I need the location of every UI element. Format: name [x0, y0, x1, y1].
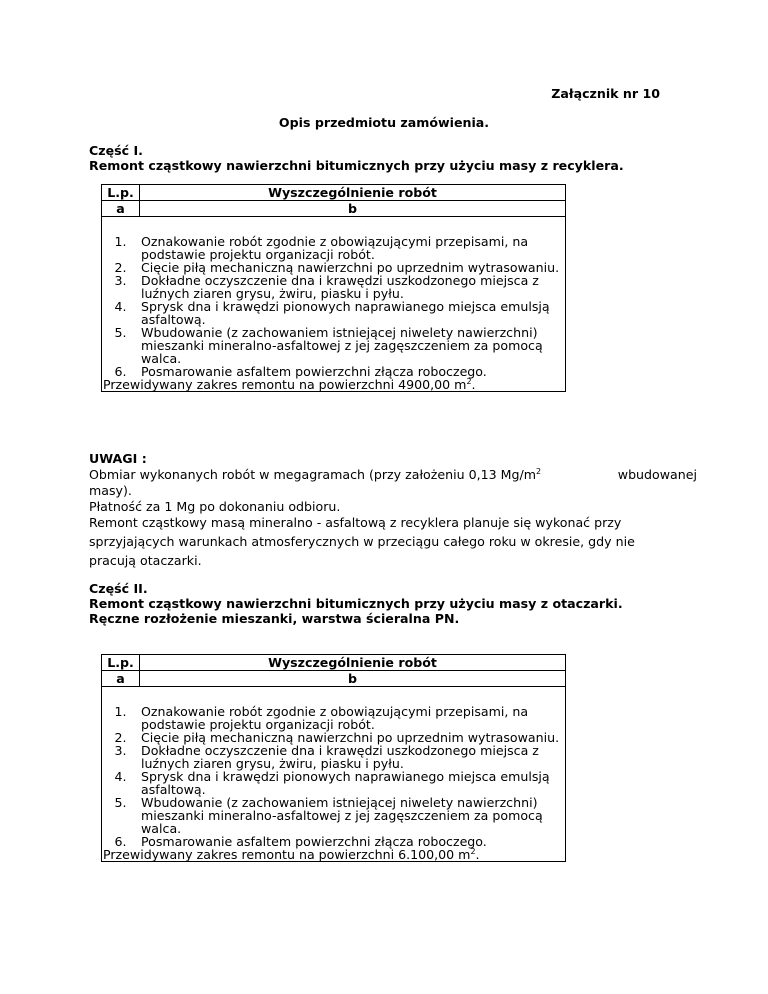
document-title: Opis przedmiotu zamówienia. — [278, 115, 490, 130]
part1-works-table — [101, 184, 566, 392]
notes-block — [89, 451, 697, 569]
item-number: 1. — [114, 704, 127, 719]
attachment-label: Załącznik nr 10 — [551, 86, 660, 101]
part2-item-1 — [102, 705, 565, 731]
item-text: Cięcie piłą mechaniczną nawierzchni po uprzednim wytrasowaniu. — [141, 260, 560, 275]
item-number: 2. — [114, 730, 127, 745]
notes-line1-cont: masy). — [89, 483, 132, 498]
part1-summary-text: Przewidywany zakres remontu na powierzchni 4900,00 m — [103, 377, 467, 392]
item-text: Dokładne oczyszczenie dna i krawędzi uszkodzonego miejsca z luźnych ziaren grysu, żwiru, piasku i pyłu. — [141, 273, 539, 301]
item-number: 6. — [114, 834, 127, 849]
part2-summary-text: Przewidywany zakres remontu na powierzchni 6.100,00 m — [103, 847, 471, 862]
item-text: Wbudowanie (z zachowaniem istniejącej niwelety nawierzchni) mieszanki mineralno-asfaltowej z jej zagęszczeniem za pomocą walca. — [141, 325, 543, 366]
part1-summary-end: . — [471, 377, 476, 392]
col-a-subheader: a — [102, 201, 140, 217]
part2-items-list — [102, 687, 565, 848]
part1-heading: Remont cząstkowy nawierzchni bitumicznych przy użyciu masy z recyklera. — [89, 158, 624, 173]
part2-label: Część II. — [89, 581, 148, 596]
notes-line3: Remont cząstkowy masą mineralno - asfaltową z recyklera planuje się wykonać przy — [89, 515, 622, 530]
part1-items-list — [102, 217, 565, 378]
part1-label: Część I. — [89, 143, 143, 158]
col-b-subheader: b — [140, 201, 566, 217]
item-number: 2. — [114, 260, 127, 275]
item-text: Cięcie piłą mechaniczną nawierzchni po uprzednim wytrasowaniu. — [141, 730, 560, 745]
part1-summary-sup: 2 — [466, 377, 472, 386]
part2-items-cell — [102, 687, 566, 862]
part2-item-3 — [102, 744, 565, 770]
col-a-subheader: a — [102, 671, 140, 687]
notes-line2: Płatność za 1 Mg po dokonaniu odbioru. — [89, 499, 341, 514]
part1-item-4 — [102, 300, 565, 326]
col-b-subheader: b — [140, 671, 566, 687]
item-number: 6. — [114, 364, 127, 379]
notes-line4: sprzyjających warunkach atmosferycznych w przeciągu całego roku w okresie, gdy nie — [89, 534, 635, 549]
notes-title: UWAGI : — [89, 451, 147, 466]
item-number: 3. — [114, 273, 127, 288]
item-number: 4. — [114, 769, 127, 784]
part2-summary-sup: 2 — [470, 847, 476, 856]
part2-works-table — [101, 654, 566, 862]
item-text: Sprysk dna i krawędzi pionowych naprawianego miejsca emulsją asfaltową. — [141, 769, 550, 797]
part1-summary — [102, 378, 565, 391]
item-number: 1. — [114, 234, 127, 249]
item-number: 4. — [114, 299, 127, 314]
part1-items-cell — [102, 217, 566, 392]
item-text: Wbudowanie (z zachowaniem istniejącej niwelety nawierzchni) mieszanki mineralno-asfaltowej z jej zagęszczeniem za pomocą walca. — [141, 795, 543, 836]
part1-item-1 — [102, 235, 565, 261]
col-lp-header: L.p. — [102, 655, 140, 671]
item-text: Sprysk dna i krawędzi pionowych naprawianego miejsca emulsją asfaltową. — [141, 299, 550, 327]
item-number: 5. — [114, 325, 127, 340]
item-text: Posmarowanie asfaltem powierzchni złącza roboczego. — [141, 834, 487, 849]
col-works-header: Wyszczególnienie robót — [140, 185, 566, 201]
part2-summary-end: . — [475, 847, 480, 862]
notes-line1-a: Obmiar wykonanych robót w megagramach (przy założeniu 0,13 Mg/m — [89, 467, 536, 482]
item-number: 3. — [114, 743, 127, 758]
item-text: Oznakowanie robót zgodnie z obowiązującymi przepisami, na podstawie projektu organizacji robót. — [141, 234, 529, 262]
part2-summary — [102, 848, 565, 861]
col-lp-header: L.p. — [102, 185, 140, 201]
col-works-header: Wyszczególnienie robót — [140, 655, 566, 671]
notes-line5: pracują otaczarki. — [89, 553, 202, 568]
item-text: Posmarowanie asfaltem powierzchni złącza roboczego. — [141, 364, 487, 379]
item-text: Oznakowanie robót zgodnie z obowiązującymi przepisami, na podstawie projektu organizacji robót. — [141, 704, 529, 732]
item-text: Dokładne oczyszczenie dna i krawędzi uszkodzonego miejsca z luźnych ziaren grysu, żwiru, piasku i pyłu. — [141, 743, 539, 771]
part1-item-5 — [102, 326, 565, 365]
item-number: 5. — [114, 795, 127, 810]
part2-item-4 — [102, 770, 565, 796]
part2-heading2: Ręczne rozłożenie mieszanki, warstwa ścieralna PN. — [89, 611, 460, 626]
notes-line1 — [89, 467, 697, 483]
notes-line1-sup: 2 — [535, 467, 542, 476]
part1-item-3 — [102, 274, 565, 300]
part2-heading: Remont cząstkowy nawierzchni bitumicznych przy użyciu masy z otaczarki. — [89, 596, 623, 611]
notes-line1-b: wbudowanej — [617, 467, 697, 482]
part2-item-5 — [102, 796, 565, 835]
